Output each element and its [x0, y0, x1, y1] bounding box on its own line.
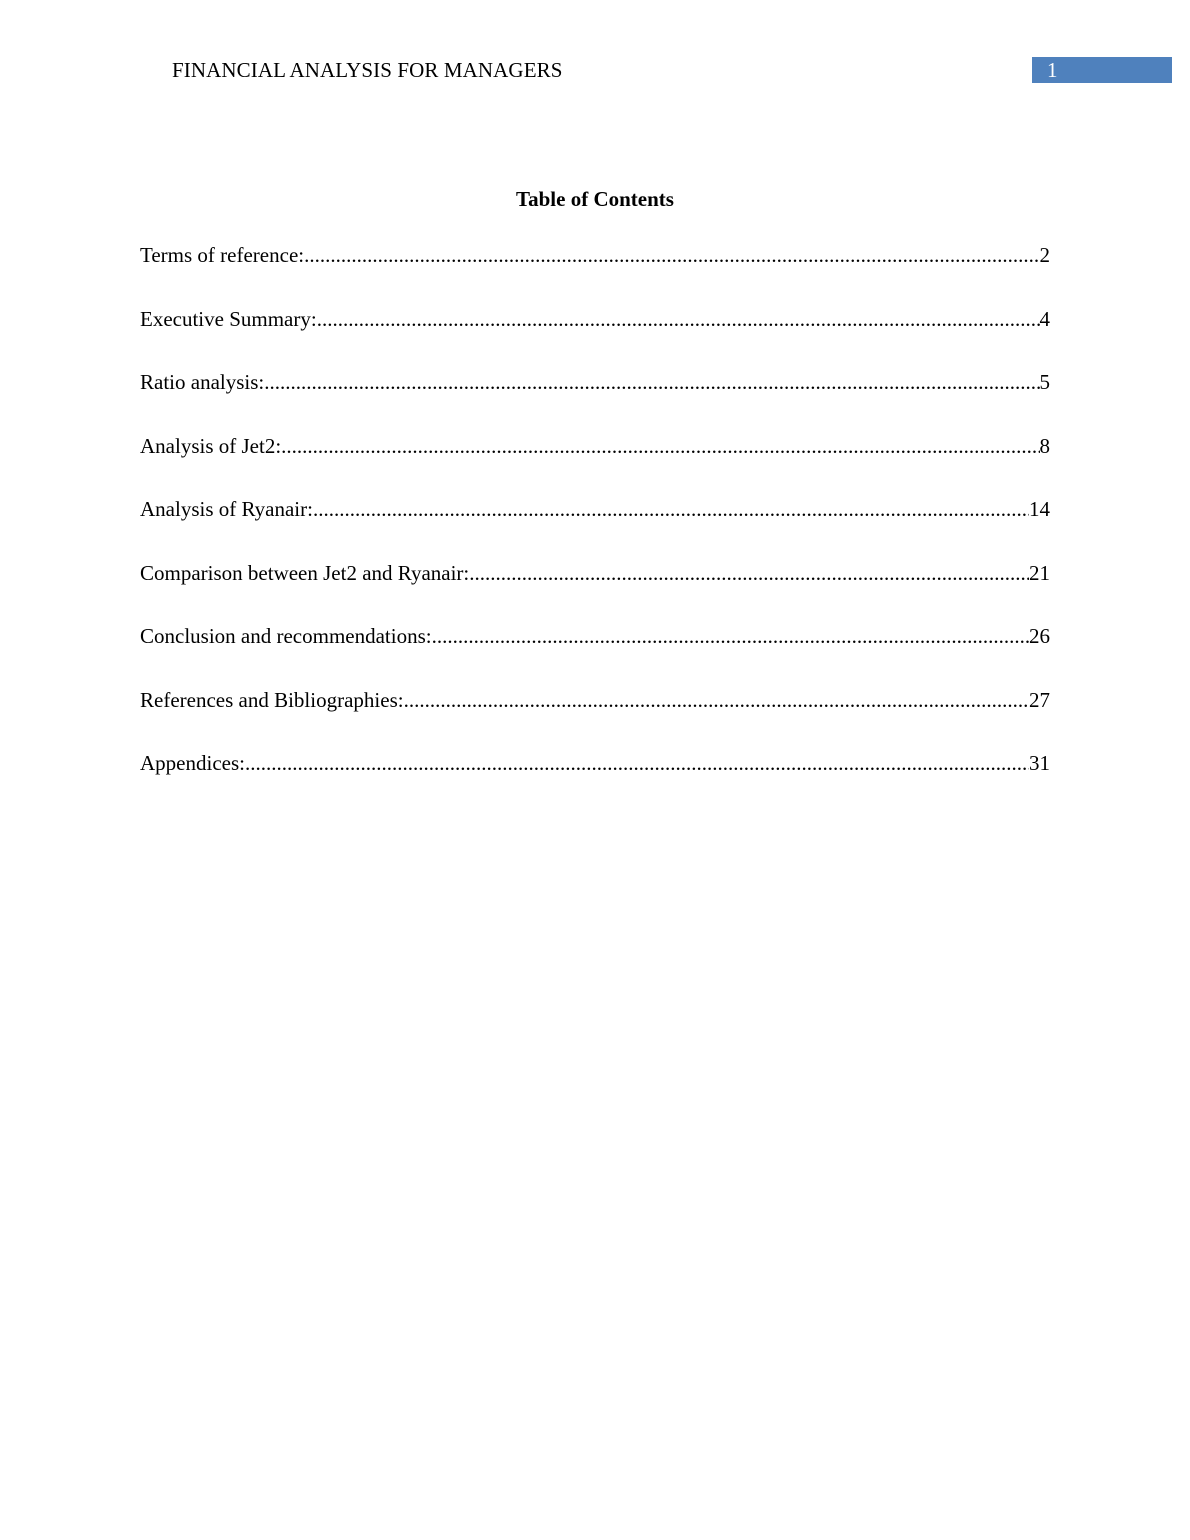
toc-entry-label: Appendices:: [140, 751, 245, 775]
toc-dot-leader: [404, 685, 1029, 715]
toc-entry-page: 31: [1029, 751, 1050, 775]
toc-entry-label: Terms of reference:: [140, 243, 305, 267]
toc-dot-leader: [245, 748, 1029, 778]
toc-dot-leader: [304, 240, 1039, 270]
toc-entry-terms-of-reference[interactable]: [140, 240, 1050, 304]
page-number-badge: [1032, 57, 1172, 83]
toc-entry-label: Analysis of Ryanair:: [140, 497, 313, 521]
page-number: 1: [1047, 58, 1058, 82]
toc-entry-references[interactable]: [140, 685, 1050, 749]
toc-entry-label: Comparison between Jet2 and Ryanair:: [140, 560, 470, 585]
toc-entry-conclusion[interactable]: [140, 621, 1050, 685]
toc-entry-label: Analysis of Jet2:: [140, 433, 282, 458]
document-running-title: FINANCIAL ANALYSIS FOR MANAGERS: [172, 58, 563, 82]
toc-entry-page: 27: [1029, 687, 1050, 712]
toc-entry-page: 26: [1029, 624, 1050, 648]
toc-entry-label: Executive Summary:: [140, 306, 317, 331]
toc-entry-page: 5: [1039, 370, 1050, 394]
toc-dot-leader: [264, 367, 1039, 397]
toc-dot-leader: [469, 558, 1029, 588]
toc-entry-page: 4: [1039, 306, 1050, 331]
toc-entry-page: 2: [1039, 243, 1050, 267]
page-header: [0, 0, 1190, 100]
toc-entry-analysis-of-jet2[interactable]: [140, 431, 1050, 495]
toc-heading: Table of Contents: [516, 187, 674, 211]
toc-entry-page: 21: [1029, 560, 1050, 585]
toc-entry-label: Conclusion and recommendations:: [140, 624, 432, 648]
toc-entry-executive-summary[interactable]: [140, 304, 1050, 368]
table-of-contents: [140, 240, 1050, 812]
toc-entry-ratio-analysis[interactable]: [140, 367, 1050, 431]
toc-dot-leader: [432, 621, 1029, 651]
toc-entry-analysis-of-ryanair[interactable]: [140, 494, 1050, 558]
toc-entry-page: 8: [1039, 433, 1050, 458]
toc-entry-appendices[interactable]: [140, 748, 1050, 812]
toc-entry-page: 14: [1029, 497, 1050, 521]
toc-dot-leader: [313, 494, 1029, 524]
toc-dot-leader: [281, 431, 1039, 461]
toc-entry-label: Ratio analysis:: [140, 370, 265, 394]
toc-entry-label: References and Bibliographies:: [140, 687, 404, 712]
toc-entry-comparison[interactable]: [140, 558, 1050, 622]
toc-dot-leader: [317, 304, 1040, 334]
